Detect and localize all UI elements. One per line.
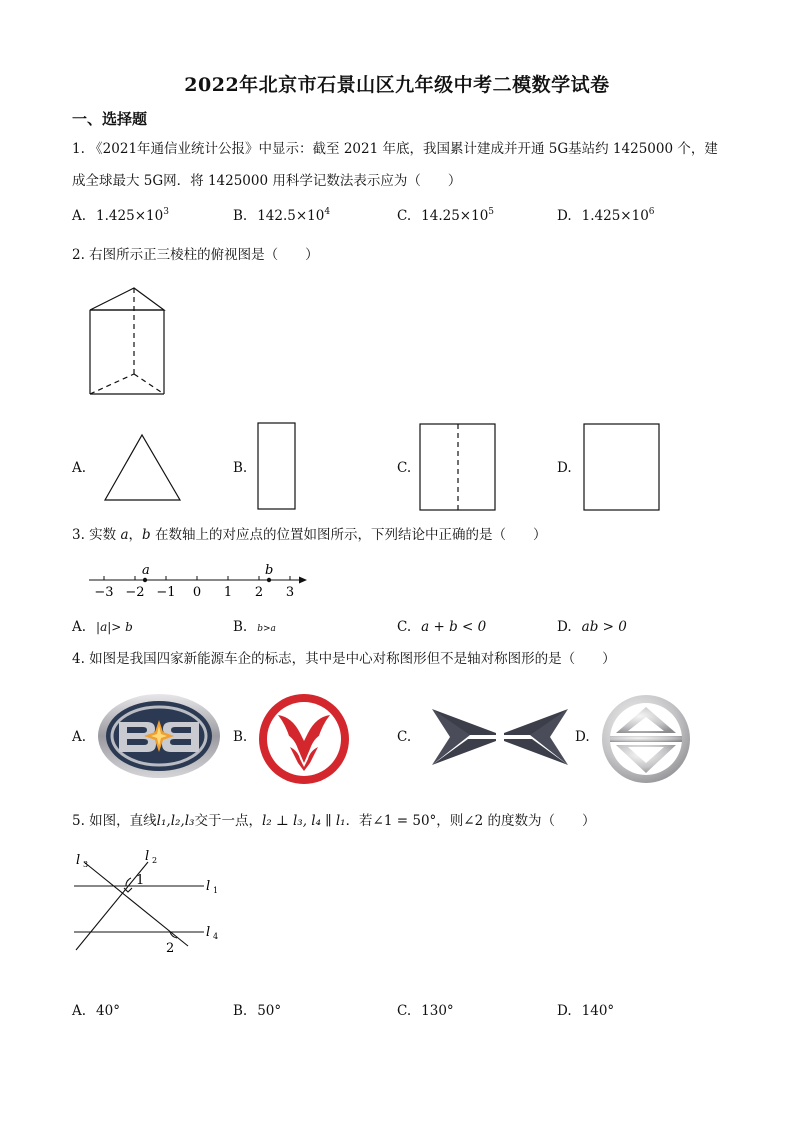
q4-option-a-label[interactable]: A. — [72, 729, 87, 745]
option-label: C. — [397, 619, 412, 635]
option-exponent: 6 — [648, 207, 655, 217]
q4-option-b-logo[interactable] — [256, 693, 352, 785]
q1-option-d[interactable] — [557, 208, 655, 224]
q2-option-d-label[interactable]: D. — [557, 460, 572, 476]
option-label: A. — [72, 619, 87, 635]
option-value: 50° — [257, 1003, 282, 1019]
angle-2-label: 2 — [166, 941, 175, 956]
option-label: C. — [397, 1003, 412, 1019]
point-a-dot — [143, 578, 147, 582]
q5-text-mid2: ．若∠1 = 50°，则∠2 的度数为（ ） — [345, 813, 596, 829]
q3-option-c[interactable] — [397, 619, 486, 635]
option-value: |a|> b — [96, 620, 133, 634]
label-l1: l — [206, 879, 211, 894]
var-a: a — [120, 527, 129, 543]
option-label: B. — [233, 208, 248, 224]
q5-text-mid1: 交于一点， — [194, 813, 262, 829]
q2-option-c-label[interactable]: C. — [397, 460, 412, 476]
q2-option-d-rectangle[interactable] — [582, 422, 662, 512]
q1-option-b[interactable] — [233, 208, 330, 224]
axis-tick-label: −2 — [125, 585, 145, 600]
question-2-text: 2. 右图所示正三棱柱的俯视图是（ ） — [72, 247, 319, 263]
q3-option-a[interactable] — [72, 619, 133, 635]
q4-option-b-label[interactable]: B. — [233, 729, 248, 745]
q5-option-b[interactable] — [233, 1003, 281, 1019]
axis-tick-label: 3 — [285, 585, 295, 600]
option-value: 1.425×10 — [581, 208, 649, 224]
q5-option-c[interactable] — [397, 1003, 454, 1019]
option-value: b>a — [257, 624, 276, 634]
q5-option-a[interactable] — [72, 1003, 120, 1019]
intersecting-lines-figure — [70, 846, 230, 958]
q3-option-d[interactable] — [557, 619, 627, 635]
axis-tick-label: −3 — [94, 585, 114, 600]
point-b-label: b — [265, 563, 274, 578]
option-label: A. — [72, 1003, 87, 1019]
option-value: a + b < 0 — [421, 619, 487, 635]
label-l2-sub: 2 — [152, 856, 158, 865]
label-l2: l — [145, 849, 150, 864]
q4-option-d-label[interactable]: D. — [575, 729, 590, 745]
q1-option-c[interactable] — [397, 208, 494, 224]
q4-option-d-logo[interactable] — [600, 693, 692, 785]
label-l4: l — [206, 925, 211, 940]
point-b-dot — [267, 578, 271, 582]
q5-lines: l₁,l₂,l₃ — [156, 813, 195, 829]
option-label: C. — [397, 208, 412, 224]
q2-option-c-rectangle-dashed[interactable] — [418, 422, 498, 512]
q4-option-c-logo[interactable] — [430, 705, 570, 769]
var-b: b — [142, 527, 151, 543]
q3-text-post: 在数轴上的对应点的位置如图所示，下列结论中正确的是（ ） — [150, 527, 547, 543]
option-value: 1.425×10 — [96, 208, 164, 224]
q3-text-pre: 3. 实数 — [72, 527, 121, 543]
q2-option-a-triangle[interactable] — [100, 430, 185, 505]
number-line — [86, 560, 311, 602]
q1-option-a[interactable] — [72, 208, 169, 224]
axis-tick-label: 2 — [254, 585, 264, 600]
label-l3: l — [76, 853, 81, 868]
q4-option-a-logo[interactable] — [96, 692, 222, 780]
label-l3-sub: 3 — [83, 860, 89, 869]
axis-tick-label: 1 — [223, 585, 233, 600]
option-value: 142.5×10 — [257, 208, 325, 224]
q5-relation: l₂ ⊥ l₃, l₄ ∥ l₁ — [261, 813, 346, 829]
option-value: ab > 0 — [581, 619, 627, 635]
option-label: D. — [557, 1003, 572, 1019]
question-5-text — [72, 810, 595, 832]
option-exponent: 5 — [488, 207, 495, 217]
option-label: B. — [233, 1003, 248, 1019]
option-exponent: 4 — [324, 207, 331, 217]
axis-tick-label: 0 — [192, 585, 202, 600]
question-1-line-1: 1. 《2021年通信业统计公报》中显示：截至 2021 年底，我国累计建成并开通 5G基站约 1425000 个，建 — [72, 141, 718, 157]
q2-option-b-narrow-rectangle[interactable] — [255, 420, 300, 512]
point-a-label: a — [142, 563, 150, 578]
q5-option-d[interactable] — [557, 1003, 614, 1019]
option-label: D. — [557, 619, 572, 635]
q2-option-b-label[interactable]: B. — [233, 460, 248, 476]
question-4-text: 4. 如图是我国四家新能源车企的标志，其中是中心对称图形但不是轴对称图形的是（ ） — [72, 651, 616, 667]
q2-option-a-label[interactable]: A. — [72, 460, 87, 476]
question-3-text — [72, 524, 546, 546]
angle-1-label: 1 — [136, 873, 145, 888]
axis-tick-label: −1 — [156, 585, 176, 600]
label-l4-sub: 4 — [213, 932, 219, 941]
page-title: 2022年北京市石景山区九年级中考二模数学试卷 — [184, 74, 610, 96]
q4-option-c-label[interactable]: C. — [397, 729, 412, 745]
q3-comma: ， — [128, 527, 143, 543]
option-value: 130° — [421, 1003, 454, 1019]
question-1-line-2: 成全球最大 5G网．将 1425000 用科学记数法表示应为（ ） — [72, 173, 462, 189]
option-label: D. — [557, 208, 572, 224]
label-l1-sub: 1 — [213, 886, 219, 895]
triangular-prism-figure — [85, 282, 175, 400]
option-exponent: 3 — [163, 207, 169, 217]
option-label: B. — [233, 619, 248, 635]
option-value: 14.25×10 — [421, 208, 489, 224]
q5-text-pre: 5. 如图，直线 — [72, 813, 157, 829]
q3-option-b[interactable] — [233, 619, 276, 635]
option-value: 140° — [581, 1003, 615, 1019]
option-value: 40° — [96, 1003, 120, 1019]
option-label: A. — [72, 208, 87, 224]
section-heading: 一、选择题 — [72, 110, 148, 128]
